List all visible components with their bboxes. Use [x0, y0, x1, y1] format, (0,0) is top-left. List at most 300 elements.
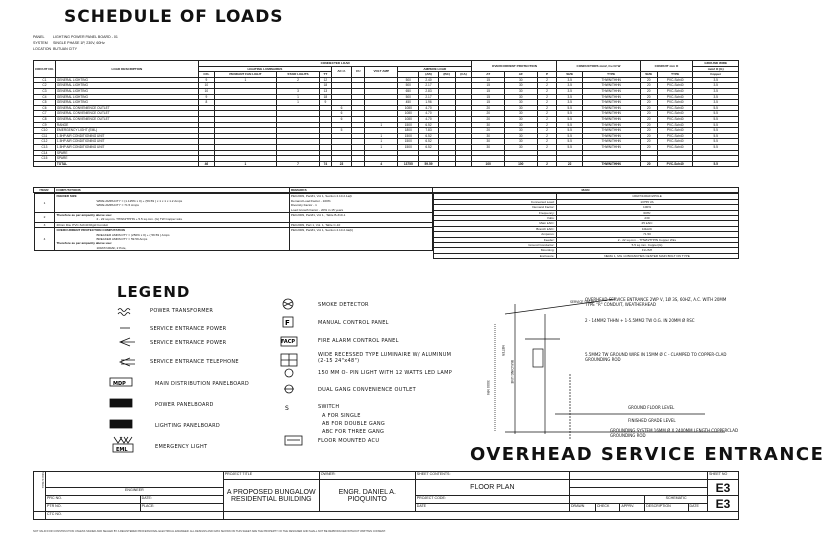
table-cell: 20	[640, 100, 657, 106]
table-cell: 30	[472, 139, 505, 145]
table-cell: 100%	[556, 205, 738, 210]
table-cell: 3.5	[557, 77, 582, 83]
table-cell: 100	[472, 161, 505, 167]
table-cell: GENERAL LIGHTING	[55, 83, 198, 89]
table-cell: C13	[34, 144, 56, 150]
table-cell: 20	[640, 105, 657, 111]
table-cell: 30	[505, 105, 538, 111]
table-cell: 10kAIC	[556, 226, 738, 231]
revision-blank-3	[569, 488, 707, 496]
table-cell: FEEDER SIZE WIRE AMPACITY = (1.125% x 0) + (59.59 ) x 1 x 1 x 1.2 Amps WIRE AMPACITY = 71.5 Amps	[55, 194, 289, 213]
legend-facp: FIRE ALARM CONTROL PANEL	[318, 338, 399, 344]
table-cell: PVC-Sch40	[657, 161, 692, 167]
table-cell: 1	[365, 139, 398, 145]
table-cell: 20	[640, 88, 657, 94]
table-cell: C6	[34, 105, 56, 111]
revision-blank-2	[569, 480, 707, 488]
table-cell: PVC-Sch40	[657, 133, 692, 139]
owner-label: OWNER:	[319, 472, 415, 480]
table-cell: 2	[537, 105, 557, 111]
note-grounding-system: GROUNDING SYSTEM 16MM Ø X 2400MM LENGTH COPPERCLAD GROUNDING ROD	[610, 428, 739, 438]
table-cell: FLUSH	[556, 248, 738, 253]
table-cell: 30	[505, 144, 538, 150]
table-cell: 3	[34, 222, 55, 227]
table-cell: Ground Conductor:	[433, 243, 556, 248]
sheet-contents-label: SHEET CONTENTS:	[415, 472, 569, 480]
table-cell: 5.5	[557, 139, 582, 145]
table-cell: 3	[277, 88, 320, 94]
table-cell: PVC-Sch40	[657, 100, 692, 106]
table-cell: GENERAL LIGHTING	[55, 100, 198, 106]
project-title-label: PROJECT TITLE	[223, 472, 319, 480]
meter-icon	[533, 349, 543, 367]
table-cell: GENERAL CONVENIENCE OUTLET	[55, 111, 198, 117]
table-cell: 20	[472, 111, 505, 117]
table-cell: 2.40	[419, 77, 438, 83]
table-cell: 20	[640, 161, 657, 167]
table-cell: 2	[537, 94, 557, 100]
table-cell: 20	[640, 94, 657, 100]
table-cell: 500	[398, 77, 419, 83]
table-cell: 7.83	[419, 128, 438, 134]
col-ground-unit: mm2 O (G)	[693, 66, 739, 72]
overhead-service-title: OVERHEAD SERVICE ENTRANCE	[470, 444, 824, 465]
power-panel-icon	[110, 399, 132, 407]
table-cell: 3.5	[693, 88, 739, 94]
table-cell: SPARE	[55, 150, 198, 156]
table-cell: 2	[537, 128, 557, 134]
table-cell: 10	[198, 88, 214, 94]
schematic-label: SCHEMATIC	[645, 496, 708, 504]
col-bc: (BC)	[438, 72, 455, 78]
table-cell: 1.5HP AIR CONDITIONING UNIT	[55, 139, 198, 145]
table-cell: 13755	[398, 161, 419, 167]
apprv-label: APPRV.	[620, 504, 645, 512]
table-cell: 2	[537, 139, 557, 145]
col-ampere-load: AMPERE LOAD	[398, 66, 472, 72]
legend-recessed: WIDE RECESSED TYPE LUMINAIRE W/ ALUMINUM (2-15 24"x48")	[318, 352, 452, 364]
table-cell: 5.5	[557, 122, 582, 128]
table-cell: 2	[537, 77, 557, 83]
table-cell: 2	[537, 116, 557, 122]
legend-switch-ab: AB FOR DOUBLE GANG	[322, 421, 386, 427]
table-cell: THWN/THHN	[582, 88, 640, 94]
table-cell: PVC-Sch40	[657, 139, 692, 145]
col-conduit: CONDUIT mm O	[640, 61, 693, 72]
table-cell: PVC-Sch40	[657, 77, 692, 83]
entrance-power-icon	[120, 338, 135, 346]
table-cell: C9	[34, 122, 56, 128]
table-cell: 2	[277, 77, 320, 83]
table-cell: 20	[640, 116, 657, 122]
table-cell: 30	[505, 83, 538, 89]
engineer-label: ENGINEER	[46, 488, 224, 496]
lighting-panel-icon	[110, 420, 132, 428]
table-cell: 2.83	[419, 88, 438, 94]
table-cell: 12	[319, 77, 331, 83]
manual-control-text: F	[285, 319, 290, 327]
note-ground-wire: 5.5MM2 TW GROUND WIRE IN 15MM Ø C - CLAMPED TO COPPER-CLAD GROUNDING ROD	[585, 352, 727, 362]
table-cell: 1080	[398, 105, 419, 111]
table-cell: PVC-Sch40	[657, 116, 692, 122]
legend-switch: SWITCH	[318, 404, 340, 410]
table-cell: 450	[398, 100, 419, 106]
table-cell: 7	[277, 161, 320, 167]
table-cell: 6.52	[419, 144, 438, 150]
table-cell: 18	[319, 83, 331, 89]
table-cell: PVC-Sch40	[657, 144, 692, 150]
eml-arrows-icon	[114, 437, 132, 443]
table-cell: RANGE	[55, 122, 198, 128]
smoke-detector-cross-icon	[284, 302, 292, 306]
table-cell: 20	[640, 77, 657, 83]
table-cell: 5.5	[693, 139, 739, 145]
table-cell: 5.5	[693, 161, 739, 167]
table-cell: 500	[398, 94, 419, 100]
table-cell: 1	[214, 77, 276, 83]
comp-remarks-header: REMARKS	[290, 188, 433, 193]
legend-smoke-detector: SMOKE DETECTOR	[318, 302, 369, 308]
table-cell: C5	[34, 100, 56, 106]
check-label: CHECK	[595, 504, 620, 512]
table-cell: 5.5	[557, 111, 582, 117]
sheet-contents: FLOOR PLAN	[415, 480, 569, 496]
table-cell: 2	[537, 133, 557, 139]
col-cfl: CFL	[198, 72, 214, 78]
table-cell: 2	[537, 111, 557, 117]
table-cell: 1800	[398, 128, 419, 134]
table-cell: THWN/THHN	[582, 133, 640, 139]
table-cell: OVERCURRENT PROTECTION COMPUTATION BREAKER AMPACITY = (250% x 0) + ( 59.59 ) Amps BREAKER AMPACITY = 59.59 Amps Therefore as per ampacity above use: 100AT/100AF, 2 Pole,	[55, 228, 289, 251]
table-cell: 1.5HP AIR CONDITIONING UNIT	[55, 133, 198, 139]
table-cell: 5.5	[557, 116, 582, 122]
table-cell: Demand Factor:	[433, 205, 556, 210]
table-cell: 500	[398, 83, 419, 89]
table-cell: 20	[472, 105, 505, 111]
table-cell: GENERAL LIGHTING	[55, 77, 198, 83]
col-type: TYPE	[582, 72, 640, 78]
col-connected-load: CONNECTED LOAD	[198, 61, 472, 67]
drawn-label: DRAWN	[569, 504, 595, 512]
table-cell: PVC-Sch40	[657, 105, 692, 111]
table-cell: 4.70	[419, 105, 438, 111]
table-cell: 46	[198, 161, 214, 167]
legend-title: LEGEND	[117, 283, 191, 301]
sheet-no-label: SHEET NO	[708, 472, 739, 480]
table-cell: C1	[34, 77, 56, 83]
table-cell: 2	[34, 213, 55, 223]
table-cell: THWN/THHN	[582, 77, 640, 83]
table-cell: 25 kAIC	[556, 221, 738, 226]
col-stair: STAIR LIGHTS	[277, 72, 320, 78]
table-cell: PVC-Sch40	[657, 122, 692, 128]
table-cell: 30	[505, 128, 538, 134]
table-cell: 5.5	[693, 128, 739, 134]
table-cell: Therefore as per ampacity above use: 2 - 22 sq.mm. THWN/THHN + 5.5 sq.mm. (G) TW Copper wire	[55, 213, 289, 223]
table-cell: 59.59	[419, 161, 438, 167]
table-cell: 1	[365, 122, 398, 128]
col-copper: Copper	[693, 72, 739, 78]
overhead-service-diagram	[465, 294, 735, 444]
table-cell: 1500	[398, 144, 419, 150]
table-cell: 1	[277, 100, 320, 106]
note-ground-floor: GROUND FLOOR LEVEL	[628, 405, 675, 410]
table-cell: 5.5	[693, 144, 739, 150]
table-cell: 30	[472, 133, 505, 139]
table-cell: THWN/THHN	[582, 111, 640, 117]
table-cell: 20mm Dia. PVC-Sch40 Rigid Conduit	[55, 222, 289, 227]
table-cell: 1	[365, 144, 398, 150]
table-cell: PVC-Sch40	[657, 128, 692, 134]
table-cell: 3.5	[693, 83, 739, 89]
col-tt: TT	[319, 72, 331, 78]
date-label-2: DATE	[415, 504, 569, 512]
table-cell: 6	[331, 116, 351, 122]
table-cell: Connected Load:	[433, 199, 556, 204]
table-cell: 1500	[398, 122, 419, 128]
table-cell: 2 - 22 sq.mm. - THWN/THHN Copper Wire	[556, 237, 738, 242]
table-cell: THWN/THHN	[582, 105, 640, 111]
table-cell: 8	[198, 100, 214, 106]
table-cell: 15	[472, 77, 505, 83]
col-ab: (AB)	[419, 72, 438, 78]
table-cell: 5.5	[693, 122, 739, 128]
table-cell: GENERAL CONVENIENCE OUTLET	[55, 105, 198, 111]
table-cell: 650	[398, 88, 419, 94]
table-cell: THWN/THHN	[582, 122, 640, 128]
table-cell: 15	[472, 100, 505, 106]
table-cell: 1	[214, 161, 276, 167]
table-cell: 1.5HP AIR CONDITIONING UNIT	[55, 144, 198, 150]
table-cell: 5.5	[557, 144, 582, 150]
table-cell: Enclosure:	[433, 253, 556, 258]
table-cell: THWN/THHN	[582, 83, 640, 89]
table-cell: THWN/THHN	[582, 100, 640, 106]
table-cell: 4	[365, 161, 398, 167]
table-cell: 30	[505, 116, 538, 122]
table-cell: THWN/THHN	[582, 94, 640, 100]
table-cell: 20	[640, 128, 657, 134]
table-cell: 30	[505, 88, 538, 94]
legend-lighting-panelboard: LIGHTING PANELBOARD	[155, 423, 221, 429]
meta-location: LOCATION BUTUAN CITY	[33, 47, 77, 51]
engineer-blank	[46, 472, 224, 488]
table-cell: 5.5	[693, 116, 739, 122]
table-cell: C10	[34, 128, 56, 134]
table-cell: C15	[34, 156, 56, 162]
table-cell: 10	[198, 83, 214, 89]
mdp-text: MDP	[113, 381, 126, 387]
col-overcurrent: OVERCURRENT PROTECTION	[472, 61, 557, 72]
table-cell: 6	[331, 105, 351, 111]
table-cell: SPARE	[55, 156, 198, 162]
table-cell: 20	[640, 133, 657, 139]
table-cell: PEC2009, Part 1, Vol. 1, Table C-10	[289, 222, 432, 227]
table-cell: 5.5	[557, 133, 582, 139]
switch-text: S	[285, 405, 289, 412]
table-cell: GENERAL CONVENIENCE OUTLET	[55, 116, 198, 122]
label-building-line: BUILDING LINE	[510, 360, 514, 384]
col-at: AT	[472, 72, 505, 78]
table-cell: 9	[198, 77, 214, 83]
sheet-no-2: E3	[708, 496, 739, 512]
table-cell: 20	[640, 139, 657, 145]
ctc-label: CTC NO.	[46, 512, 224, 520]
table-cell: Volts:	[433, 216, 556, 221]
table-cell: 2	[537, 100, 557, 106]
table-cell: 2.17	[419, 83, 438, 89]
title-block	[33, 471, 739, 520]
bottom-blank	[223, 512, 738, 520]
legend-service-entrance-telephone: SERVICE ENTRANCE TELEPHONE	[150, 359, 239, 365]
legend-power-panelboard: POWER PANELBOARD	[155, 402, 214, 408]
schedule-title: SCHEDULE OF LOADS	[64, 7, 284, 27]
table-cell: 5	[331, 128, 351, 134]
table-cell: 5.5	[693, 133, 739, 139]
meta-system: SYSTEM SINGLE PHASE 1P, 230V, 60Hz	[33, 41, 105, 45]
note-finished-grade: FINISHED GRADE LEVEL	[628, 418, 676, 423]
col-af: AF	[505, 72, 538, 78]
table-cell: 23	[331, 161, 351, 167]
table-cell: GENERAL LIGHTING	[55, 88, 198, 94]
footer-note: NOT VALID FOR CONSTRUCTION UNLESS SIGNED AND SEALED BY A REGISTERED PROFESSIONAL ELECTRICAL ENGINEER. ALL DESIGNS AND DATA SHOWN ON THIS SHEET ARE THE PROPERTY OF THE DESIGNER AND SHALL NOT BE REPRODUCED WITHOUT WRITTEN CONSENT.	[33, 530, 386, 533]
note-service-entrance: OVERHEAD SERVICE ENTRANCE 2WP V, 1Ø 3S, 60HZ, A.C. WITH 20MM TYPE "R" CONDUIT, WEATHERHEAD	[585, 297, 727, 307]
table-cell: 30	[472, 144, 505, 150]
table-cell: 1.96	[419, 100, 438, 106]
legend-emergency-light: EMERGENCY LIGHT	[155, 444, 208, 450]
col-load-description: LOAD DESCRIPTION	[55, 61, 198, 78]
table-cell: Feeder:	[433, 237, 556, 242]
col-size: SIZE	[557, 72, 582, 78]
table-cell: C4	[34, 94, 56, 100]
table-cell: C8	[34, 116, 56, 122]
comp-computations-header: COMPUTATIONS	[55, 188, 290, 193]
note-conductor: 2 - 14MM2 THHN + 1-5.5MM2 TW O.G. IN 20MM Ø RSC	[585, 318, 695, 323]
owner-name: ENGR. DANIEL A. PIOQUINTO	[319, 480, 415, 512]
table-cell: C7	[34, 111, 56, 117]
table-cell: 20	[640, 122, 657, 128]
table-cell: C11	[34, 133, 56, 139]
legend-duplex: DUAL GANG CONVENIENCE OUTLET	[318, 387, 416, 393]
table-cell: PEC2009, Part#1, Vol 1 , Table B-310-1	[289, 213, 432, 223]
project-code-label: PROJECT CODE:	[415, 496, 569, 504]
table-cell: 3.5	[557, 83, 582, 89]
table-cell: Mounting:	[433, 248, 556, 253]
description-label: DESCRIPTION	[645, 504, 688, 512]
table-cell: 2	[537, 161, 557, 167]
ptr-label: PTR NO.	[46, 504, 141, 512]
col-cu: CU	[352, 66, 365, 77]
sign-seal: SIGN & SEAL	[34, 472, 46, 512]
table-cell: THWN/THHN	[582, 144, 640, 150]
table-cell: 13755 VA	[556, 199, 738, 204]
col-lighting-luminaires: LIGHTING LUMINAIRES	[198, 66, 331, 72]
table-cell: 4.70	[419, 111, 438, 117]
label-meter: METER	[501, 345, 505, 356]
table-cell: 60Hz	[556, 210, 738, 215]
table-cell: 9	[319, 100, 331, 106]
legend-service-entrance-power-2: SERVICE ENTRANCE POWER	[150, 340, 227, 346]
table-cell: 2	[537, 83, 557, 89]
table-cell: 30	[505, 100, 538, 106]
table-cell: 6	[331, 111, 351, 117]
table-cell: THWN/THHN	[582, 128, 640, 134]
legend-pinlight: 150 MM O- PIN LIGHT WITH 12 WATTS LED LAMP	[318, 370, 453, 376]
table-cell: GENERAL LIGHTING	[55, 94, 198, 100]
table-cell: 13	[319, 88, 331, 94]
table-cell: 71.50	[556, 232, 738, 237]
table-cell: 230	[556, 216, 738, 221]
table-cell: 20	[472, 116, 505, 122]
sign-blank	[34, 512, 46, 520]
table-cell: 2	[537, 144, 557, 150]
table-cell: Main kAIC:	[433, 221, 556, 226]
revision-blank-4	[569, 496, 644, 504]
meta-panel: PANEL LIGHTING POWER PANEL BOARD - 01	[33, 35, 118, 39]
eml-text: EML	[116, 447, 128, 453]
table-cell: 30	[505, 94, 538, 100]
facp-text: FACP	[281, 339, 296, 345]
project-title: A PROPOSED BUNGALOW RESIDENTIAL BUILDING	[223, 480, 319, 512]
table-cell: 20	[640, 111, 657, 117]
table-cell: 3.5	[693, 77, 739, 83]
col-ground-wire: GROUND WIRE	[693, 61, 739, 67]
pinlight-icon	[285, 369, 293, 377]
col-volt-amp: VOLT AMP	[365, 66, 398, 77]
table-cell: 2.17	[419, 94, 438, 100]
table-cell: 3.5	[557, 88, 582, 94]
table-cell: TOTAL	[55, 161, 198, 167]
table-cell: C14	[34, 150, 56, 156]
sheet-no: E3	[708, 480, 739, 496]
table-cell: 2	[537, 122, 557, 128]
table-cell: 30	[505, 77, 538, 83]
table-cell: 5.5 sq.mm. Copper(G)	[556, 243, 738, 248]
col-ca: (CA)	[455, 72, 472, 78]
label-height: 3000 MM	[486, 380, 490, 395]
table-cell: 20	[640, 83, 657, 89]
table-cell: 20	[640, 144, 657, 150]
prc-label: PRC NO.	[46, 496, 141, 504]
table-cell: PVC-Sch40	[657, 83, 692, 89]
table-cell: PVC-Sch40	[657, 94, 692, 100]
table-cell: NEMA 1, MG 14 BRANCHES CENTER MAIN BOLT ON TYPE	[556, 253, 738, 258]
table-cell: 100AT/100AF/2POLE	[556, 194, 738, 199]
table-cell: 30	[505, 133, 538, 139]
table-cell: 1	[365, 133, 398, 139]
table-cell: 5.5	[557, 128, 582, 134]
legend-main-distribution: MAIN DISTRIBUTION PANELBOARD	[155, 381, 250, 387]
table-cell: PEC2009, Part#1, Vol 1, Section 2.10.2.1a(b Demand Load Factor - 100% Diversity Factor - 1 Load Growth Factor - 20% in 15 years	[289, 194, 432, 213]
table-cell: 4	[34, 228, 55, 251]
table-cell: 1	[34, 194, 55, 213]
table-cell: 74	[319, 161, 331, 167]
table-cell: 1080	[398, 116, 419, 122]
table-cell: 30	[472, 122, 505, 128]
table-cell: PVC-Sch40	[657, 111, 692, 117]
transformer-icon	[118, 309, 130, 316]
date-label-3: DATE	[688, 504, 707, 512]
col-conductors: CONDUCTORS mm2, Cu O/ W	[557, 61, 640, 72]
table-cell: 3.5	[557, 94, 582, 100]
table-cell: 30	[505, 122, 538, 128]
legend-floor-acu: FLOOR MOUNTED ACU	[318, 438, 380, 444]
revision-blank	[569, 472, 707, 480]
table-cell: Amperes:	[433, 232, 556, 237]
legend-manual-control: MANUAL CONTROL PANEL	[318, 320, 389, 326]
legend-switch-abc: ABC FOR THREE GANG	[322, 429, 385, 435]
table-cell: 15	[472, 94, 505, 100]
